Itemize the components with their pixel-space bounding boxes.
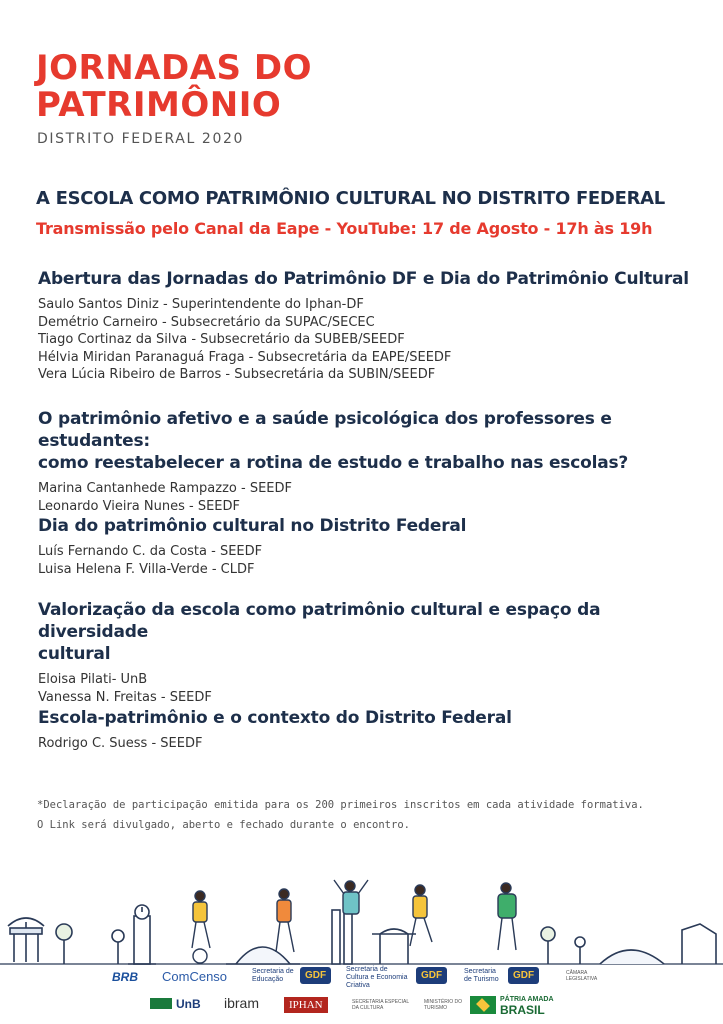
- unb-logo: UnB: [150, 997, 201, 1011]
- speaker-item: Rodrigo C. Suess - SEEDF: [38, 736, 203, 751]
- footnotes: [37, 795, 644, 835]
- program-section-opening: [38, 268, 698, 384]
- footnote-link: O Link será divulgado, aberto e fechado durante o encontro.: [37, 819, 410, 831]
- section-title: [38, 599, 698, 665]
- section-title: [38, 408, 698, 474]
- gdf-logo: GDF: [416, 967, 447, 984]
- turismo-logo: Secretaria de Turismo: [464, 968, 499, 983]
- event-subtitle: DISTRITO FEDERAL 2020: [37, 131, 244, 147]
- speaker-item: Leonardo Vieira Nunes - SEEDF: [38, 498, 240, 514]
- secretaria-cultura-logo: SECRETARIA ESPECIAL DA CULTURA: [352, 999, 409, 1011]
- speaker-item: Vera Lúcia Ribeiro de Barros - Subsecretária da SUBIN/SEEDF: [38, 367, 436, 382]
- program-section-school-valuation: [38, 599, 698, 706]
- section-title-line: como reestabelecer a rotina de estudo e trabalho nas escolas?: [38, 453, 629, 473]
- ministerio-turismo-logo: MINISTÉRIO DO TURISMO: [424, 999, 463, 1011]
- camara-logo: CÂMARA LEGISLATIVA: [566, 970, 598, 982]
- section-title: Dia do patrimônio cultural no Distrito Federal: [38, 516, 467, 536]
- ibram-logo: ibram: [224, 995, 260, 1011]
- cultura-logo: Secretaria de Cultura e Economia Criativa: [346, 966, 408, 989]
- speaker-item: Tiago Cortinaz da Silva - Subsecretário da SUBEB/SEEDF: [38, 332, 405, 347]
- cityscape-illustration: [0, 872, 723, 968]
- comcenso-logo: ComCenso: [162, 969, 228, 984]
- program-section-school-context: [38, 707, 698, 753]
- speaker-item: Luís Fernando C. da Costa - SEEDF: [38, 544, 263, 559]
- educacao-logo: Secretaria de Educação: [252, 968, 294, 983]
- speaker-item: Demétrio Carneiro - Subsecretário da SUPAC/SECEC: [38, 314, 375, 330]
- broadcast-info: Transmissão pelo Canal da Eape - YouTube: 17 de Agosto - 17h às 19h: [36, 219, 653, 238]
- section-title: Abertura das Jornadas do Patrimônio DF e Dia do Patrimônio Cultural: [38, 269, 689, 289]
- speaker-item: Luisa Helena F. Villa-Verde - CLDF: [38, 561, 255, 577]
- speaker-item: Saulo Santos Diniz - Superintendente do Iphan-DF: [38, 297, 364, 312]
- unb-mark-icon: [150, 998, 172, 1009]
- section-title-line: Valorização da escola como patrimônio cultural e espaço da diversidade: [38, 600, 601, 642]
- brb-logo: BRB: [112, 970, 138, 984]
- iphan-logo: IPHAN: [284, 997, 328, 1013]
- sponsor-logos: [0, 962, 723, 1024]
- brasil-flag-icon: [470, 996, 496, 1014]
- gdf-logo: GDF: [508, 967, 539, 984]
- section-title-line: cultural: [38, 644, 111, 664]
- speaker-item: Marina Cantanhede Rampazzo - SEEDF: [38, 481, 293, 496]
- event-headline: A ESCOLA COMO PATRIMÔNIO CULTURAL NO DISTRITO FEDERAL: [36, 188, 665, 209]
- patria-amada-brasil-logo: PÁTRIA AMADA BRASIL: [500, 996, 554, 1017]
- title-line-2: PATRIMÔNIO: [36, 85, 282, 125]
- footnote-certificate: *Declaração de participação emitida para os 200 primeiros inscritos em cada atividade formativa.: [37, 799, 644, 811]
- event-title: [36, 50, 312, 124]
- title-line-1: JORNADAS DO: [36, 48, 312, 88]
- program-section-affective-heritage: [38, 408, 698, 515]
- speaker-item: Eloisa Pilati- UnB: [38, 672, 148, 687]
- program-section-heritage-day: [38, 515, 698, 578]
- section-title-line: O patrimônio afetivo e a saúde psicológica dos professores e estudantes:: [38, 409, 612, 451]
- gdf-logo: GDF: [300, 967, 331, 984]
- speaker-item: Vanessa N. Freitas - SEEDF: [38, 689, 212, 705]
- section-title: Escola-patrimônio e o contexto do Distrito Federal: [38, 708, 512, 728]
- speaker-item: Hélvia Miridan Paranaguá Fraga - Subsecretária da EAPE/SEEDF: [38, 349, 452, 365]
